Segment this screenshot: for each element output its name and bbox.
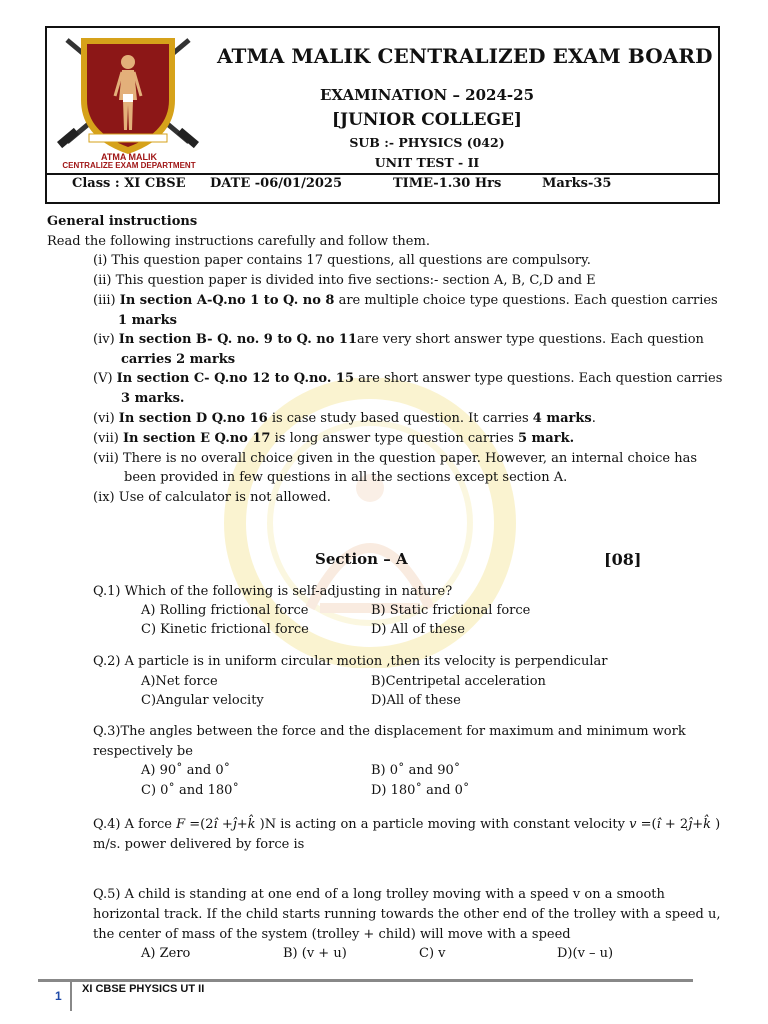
instructions-heading: General instructions — [47, 214, 198, 229]
footer-label: XI CBSE PHYSICS UT II — [82, 983, 205, 995]
q3-option-b: B) 0˚ and 90˚ — [371, 763, 461, 778]
section-a-title: Section – A — [315, 550, 408, 568]
force-vector-symbol: F — [176, 817, 186, 832]
q2-option-c: C)Angular velocity — [141, 693, 264, 708]
question-3-cont: respectively be — [93, 744, 193, 759]
exam-year: EXAMINATION – 2024-25 — [319, 86, 535, 104]
q5-option-b: B) (v + u) — [283, 946, 347, 961]
header-box — [45, 26, 720, 204]
q5-option-a: A) Zero — [141, 946, 191, 961]
velocity-vector-symbol: v — [629, 817, 637, 832]
logo-caption: ATMA MALIK — [101, 152, 157, 162]
instruction-i: (i) This question paper contains 17 questions, all questions are compulsory. — [93, 253, 591, 268]
section-a-marks: [08] — [604, 550, 642, 569]
date-info: DATE -06/01/2025 — [210, 176, 343, 191]
instruction-v: (V) In section C- Q.no 12 to Q.no. 15 are short answer type questions. Each question carries — [93, 371, 723, 386]
logo-caption-department: CENTRALIZE EXAM DEPARTMENT — [62, 161, 196, 170]
header-divider — [47, 173, 718, 175]
instructions-intro: Read the following instructions carefully and follow them. — [47, 234, 430, 249]
instruction-v-marks: 3 marks. — [121, 391, 185, 406]
question-3: Q.3)The angles between the force and the displacement for maximum and minimum work — [93, 724, 686, 739]
board-title: ATMA MALIK CENTRALIZED EXAM BOARD — [217, 44, 713, 68]
instruction-iii: (iii) In section A-Q.no 1 to Q. no 8 are multiple choice type questions. Each question carries — [93, 293, 718, 308]
instruction-iv: (iv) In section B- Q. no. 9 to Q. no 11are very short answer type questions. Each question — [93, 332, 704, 347]
time-info: TIME-1.30 Hrs — [393, 176, 502, 191]
question-5-cont2: the center of mass of the system (trolley + child) will move with a speed — [93, 927, 571, 942]
question-5-cont1: horizontal track. If the child starts running towards the other end of the trolley with a speed u, — [93, 907, 721, 922]
q1-option-d: D) All of these — [371, 622, 465, 637]
q3-option-a: A) 90˚ and 0˚ — [141, 763, 231, 778]
footer-separator — [70, 981, 72, 1011]
instruction-vii: (vii) In section E Q.no 17 is long answer type question carries 5 mark. — [93, 431, 575, 446]
instruction-iv-marks: carries 2 marks — [121, 352, 236, 367]
marks-info: Marks-35 — [542, 176, 612, 191]
q3-option-c: C) 0˚ and 180˚ — [141, 783, 239, 798]
q2-option-b: B)Centripetal acceleration — [371, 674, 546, 689]
question-4-cont: m/s. power delivered by force is — [93, 837, 305, 852]
q5-option-c: C) v — [419, 946, 446, 961]
instruction-vi: (vi) In section D Q.no 16 is case study based question. It carries 4 marks. — [93, 411, 596, 426]
q2-option-d: D)All of these — [371, 693, 461, 708]
question-5: Q.5) A child is standing at one end of a long trolley moving with a speed v on a smooth — [93, 887, 665, 902]
college-label: [JUNIOR COLLEGE] — [332, 110, 522, 130]
unit-test-label: UNIT TEST - II — [374, 155, 480, 170]
question-2: Q.2) A particle is in uniform circular motion ,then its velocity is perpendicular — [93, 654, 608, 669]
q3-option-d: D) 180˚ and 0˚ — [371, 783, 470, 798]
page-number: 1 — [55, 989, 62, 1003]
instruction-iii-marks: 1 marks — [118, 313, 177, 328]
footer-rule — [38, 979, 693, 982]
q1-option-b: B) Static frictional force — [371, 603, 531, 618]
question-1: Q.1) Which of the following is self-adjusting in nature? — [93, 584, 453, 599]
question-4: Q.4) A force F =(2î +ĵ+k̂ )N is acting on a particle moving with constant velocity v =(î + 2ĵ+k̂ ) — [93, 817, 721, 832]
instruction-ix: (ix) Use of calculator is not allowed. — [93, 490, 331, 505]
instruction-viii-cont: been provided in few questions in all the sections except section A. — [124, 470, 568, 485]
q2-option-a: A)Net force — [141, 674, 218, 689]
subject-label: SUB :- PHYSICS (042) — [349, 135, 505, 150]
q1-option-a: A) Rolling frictional force — [141, 603, 309, 618]
class-info: Class : XI CBSE — [72, 176, 186, 191]
q1-option-c: C) Kinetic frictional force — [141, 622, 309, 637]
instruction-ii: (ii) This question paper is divided into five sections:- section A, B, C,D and E — [93, 273, 596, 288]
instruction-viii: (vii) There is no overall choice given in the question paper. However, an internal choice has — [93, 451, 697, 466]
school-logo — [49, 30, 207, 172]
q5-option-d: D)(v – u) — [557, 946, 614, 961]
